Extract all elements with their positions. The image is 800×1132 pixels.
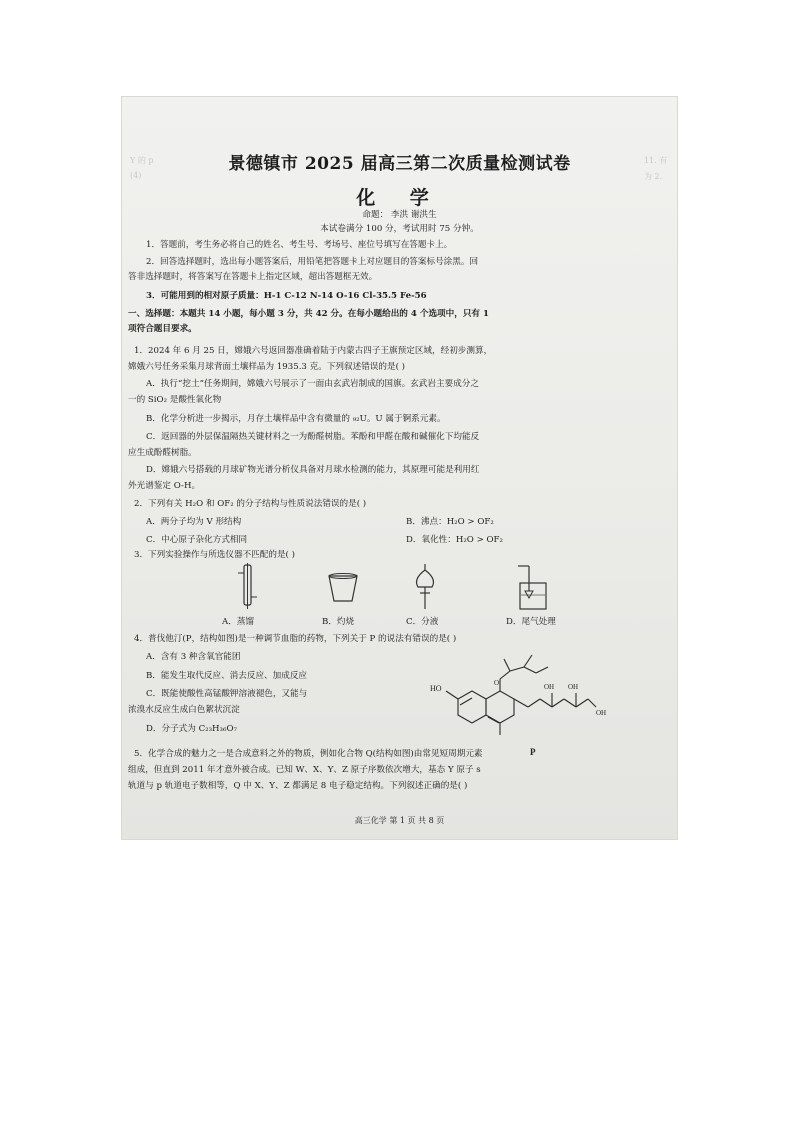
bleed-text: Y 的 p (130, 156, 154, 165)
structure-label-oh: OH (544, 683, 555, 691)
pravastatin-structure-diagram (420, 645, 612, 763)
question-1-option: D．嫦娥六号搭载的月球矿物光谱分析仪具备对月球水检测的能力，其原理可能是利用红 (146, 465, 480, 475)
page-footer: 高三化学 第 1 页 共 8 页 (354, 816, 445, 825)
question-2-stem: 2．下列有关 H₂O 和 OF₂ 的分子结构与性质说法错误的是( ) (134, 499, 367, 509)
question-4-option: 浓溴水反应生成白色絮状沉淀 (128, 705, 240, 715)
question-4-option: B．能发生取代反应、消去反应、加成反应 (146, 671, 308, 681)
question-3-stem: 3．下列实验操作与所选仪器不匹配的是( ) (134, 550, 295, 560)
bleed-text: (4) (130, 171, 142, 180)
section-heading: 一、选择题：本题共 14 小题，每小题 3 分，共 42 分。在每小题给出的 4 个选项中，只有 1 (128, 309, 489, 319)
question-1-stem: 嫦娥六号任务采集月球背面土壤样品为 1935.3 克。下列叙述错误的是( ) (128, 362, 406, 372)
question-5-stem: 5．化学合成的魅力之一是合成意料之外的物质，例如化合物 Q(结构如图)由常见短周期元素 (134, 749, 483, 759)
structure-label-ho: HO (430, 684, 442, 693)
question-2-option-b: B．沸点：H₂O > OF₂ (406, 517, 494, 527)
bleed-text: 为 2. (644, 172, 663, 181)
question-3-option-d: D．尾气处理 (506, 617, 556, 627)
question-4-option: C．既能使酸性高锰酸钾溶液褪色，又能与 (146, 689, 308, 699)
notice-line: 1．答题前，考生务必将自己的姓名、考生号、考场号、座位号填写在答题卡上。 (146, 240, 453, 250)
structure-label-oh: OH (568, 683, 579, 691)
gas-absorption-icon (514, 565, 554, 611)
structure-label-p: P (530, 747, 536, 757)
question-1-option: A．执行“挖土”任务期间，嫦娥六号展示了一面由玄武岩制成的国旗。玄武岩主要成分之 (146, 379, 479, 389)
notice-line: 答非选择题时，将答案写在答题卡上指定区域，超出答题框无效。 (128, 272, 378, 282)
question-2-option-c: C．中心原子杂化方式相同 (146, 535, 248, 545)
exam-title: 景德镇市 2025 届高三第二次质量检测试卷 (228, 154, 571, 174)
section-heading: 项符合题目要求。 (128, 324, 197, 334)
notice-line: 2．回答选择题时，选出每小题答案后，用铅笔把答题卡上对应题目的答案标号涂黑。回 (146, 257, 479, 267)
question-3-option-b: B．灼烧 (322, 617, 355, 627)
structure-label-oh: OH (596, 709, 607, 717)
crucible-icon (326, 571, 360, 605)
structure-label-o: O (494, 679, 500, 687)
notice-line: 3．可能用到的相对原子质量：H-1 C-12 N-14 O-16 Cl-35.5 Fe-56 (146, 291, 427, 301)
question-2-option-d: D．氧化性：H₂O > OF₂ (406, 535, 503, 545)
question-1-option: 外光谱鉴定 O-H。 (128, 481, 201, 491)
bleed-text: 11. 有 (644, 156, 668, 165)
question-1-option: C．返回器的外层保温隔热关键材料之一为酚醛树脂。苯酚和甲醛在酸和碱催化下均能反 (146, 432, 480, 442)
subject-title: 化 学 (356, 187, 443, 209)
question-2-option-a: A．两分子均为 V 形结构 (146, 517, 242, 527)
question-4-option: A．含有 3 种含氧官能团 (146, 652, 241, 662)
question-5-stem: 轨道与 p 轨道电子数相等，Q 中 X、Y、Z 都满足 8 电子稳定结构。下列叙述正确的是( ) (128, 781, 468, 791)
question-1-option: 应生成酚醛树脂。 (128, 448, 197, 458)
condenser-icon (234, 563, 262, 611)
separatory-funnel-icon (410, 563, 440, 611)
question-1-option: B．化学分析进一步揭示，月存土壤样品中含有微量的 ₉₂U。U 属于锕系元素。 (146, 414, 446, 424)
question-5-stem: 组成，但直到 2011 年才意外被合成。已知 W、X、Y、Z 原子序数依次增大，基态 Y 原子 s (128, 765, 481, 775)
question-3-option-c: C．分液 (406, 617, 439, 627)
question-3-option-a: A．蒸馏 (222, 617, 254, 627)
question-4-stem: 4．普伐他汀(P，结构如图)是一种调节血脂的药物，下列关于 P 的说法有错误的是( ) (134, 634, 457, 644)
exam-page (122, 97, 677, 839)
question-1-stem: 1．2024 年 6 月 25 日，嫦娥六号返回器准确着陆于内蒙古四子王旗预定区域，经初步测算， (134, 346, 493, 356)
exam-info-line: 本试卷满分 100 分，考试用时 75 分钟。 (320, 224, 479, 234)
question-1-option: 一的 SiO₂ 是酸性氧化物 (128, 395, 222, 405)
question-4-option: D．分子式为 C₂₃H₃₆O₇ (146, 724, 237, 734)
authors-line: 命题： 李洪 谢洪生 (362, 210, 437, 220)
